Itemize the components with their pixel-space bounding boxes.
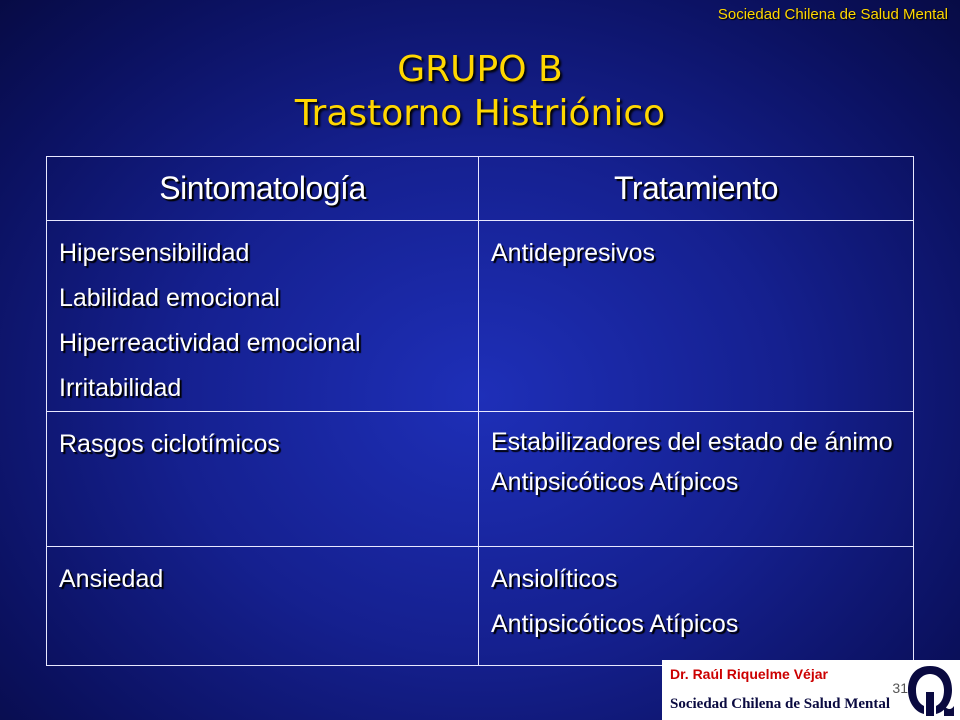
treatment-cell [479, 412, 914, 547]
footer-organization: Sociedad Chilena de Salud Mental [670, 696, 891, 712]
symptoms-cell [47, 412, 479, 547]
symptoms-cell [47, 547, 479, 666]
symptom-item: Ansiedad [59, 565, 164, 593]
symptoms-cell [47, 221, 479, 412]
treatment-item: Antidepresivos [491, 239, 655, 267]
treatment-item: Ansiolíticos [491, 565, 618, 593]
symptom-item: Labilidad emocional [59, 284, 280, 312]
header-tratamiento: Tratamiento [479, 157, 914, 221]
slide-number: 31 [892, 680, 908, 696]
symptom-item: Irritabilidad [59, 374, 182, 402]
slide-title-line2: Trastorno Histriónico [294, 93, 666, 134]
table-row [47, 221, 914, 412]
slide-title-line1: GRUPO B [397, 49, 563, 90]
footer-credit-box [662, 660, 960, 720]
table-header-row [47, 157, 914, 221]
symptom-item: Rasgos ciclotímicos [59, 430, 280, 458]
treatment-cell [479, 547, 914, 666]
header-organization: Sociedad Chilena de Salud Mental [717, 6, 948, 23]
slide-title [0, 48, 960, 136]
society-logo-icon [904, 662, 956, 718]
table-row [47, 412, 914, 547]
footer-author: Dr. Raúl Riquelme Véjar [670, 666, 828, 682]
symptom-item: Hiperreactividad emocional [59, 329, 361, 357]
symptom-item: Hipersensibilidad [59, 239, 250, 267]
table-row [47, 547, 914, 666]
treatment-item: Antipsicóticos Atípicos [491, 468, 739, 496]
header-sintomatologia: Sintomatología [47, 157, 479, 221]
treatment-item: Estabilizadores del estado de ánimo [491, 428, 893, 456]
treatment-cell [479, 221, 914, 412]
symptoms-treatment-table [46, 156, 914, 666]
treatment-item: Antipsicóticos Atípicos [491, 610, 739, 638]
